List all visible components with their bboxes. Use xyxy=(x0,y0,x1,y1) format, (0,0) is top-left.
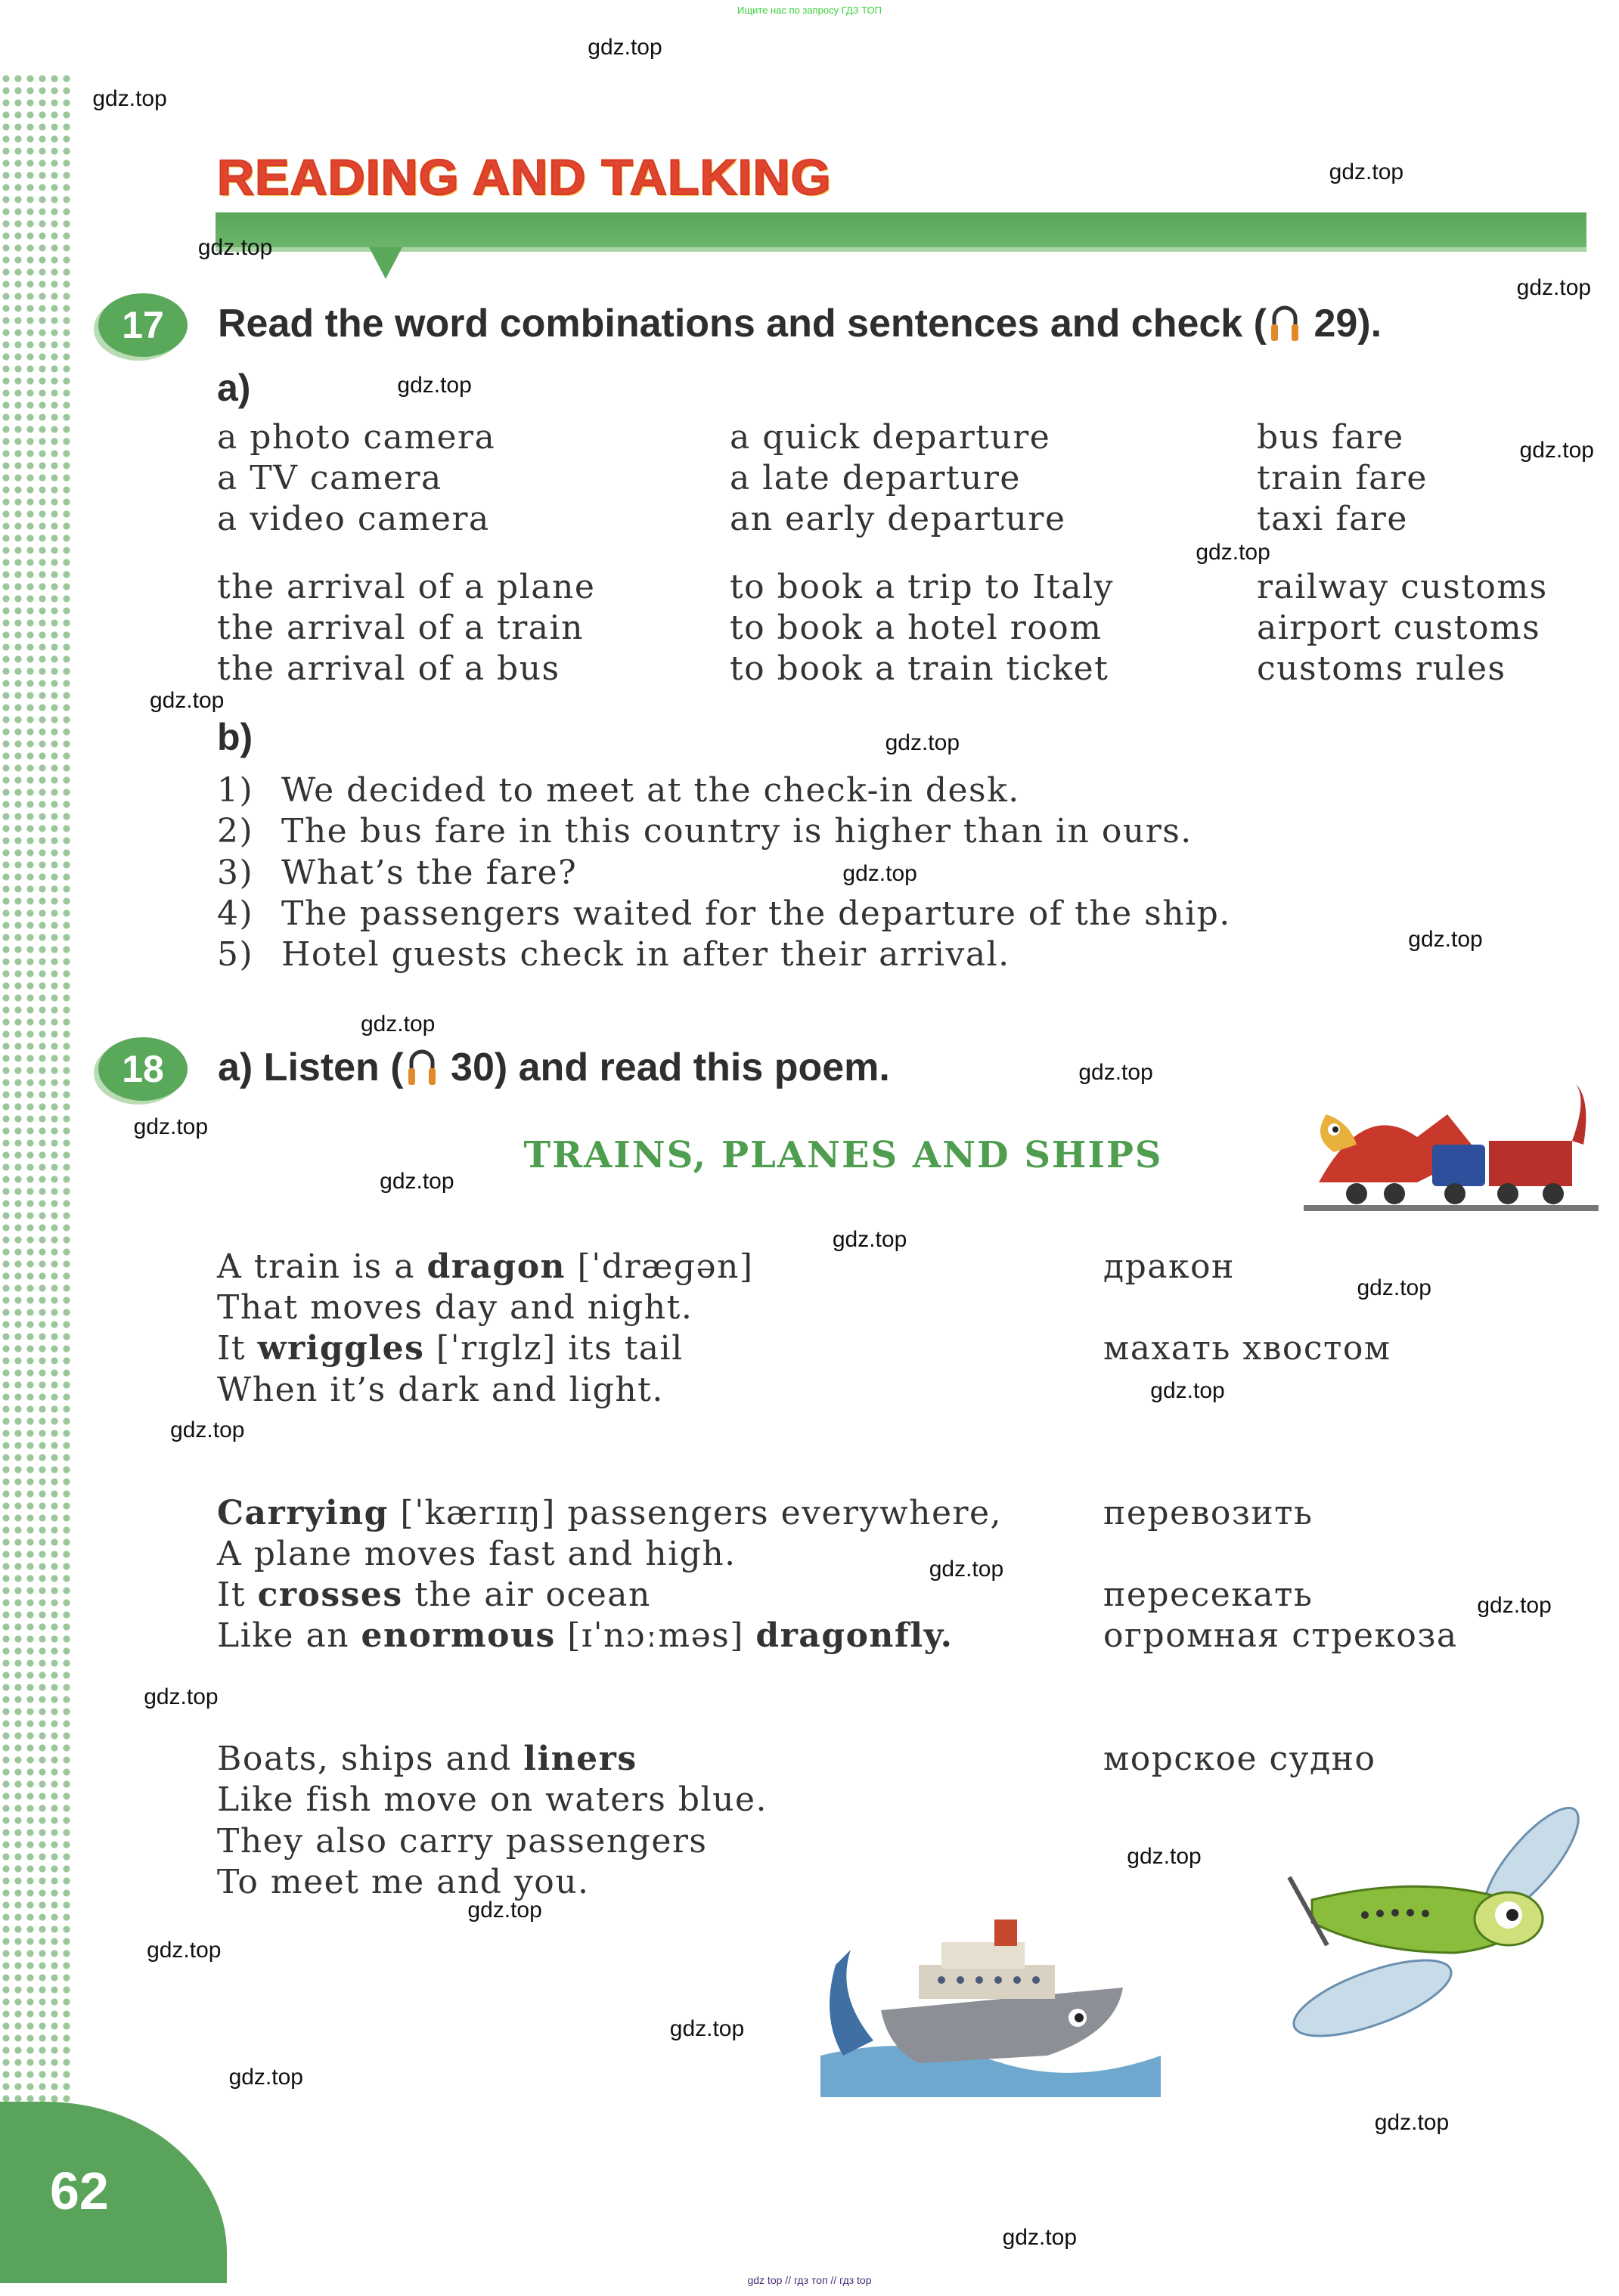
title-underline-bar xyxy=(216,212,1586,252)
poem-text: [ˈdræɡən] xyxy=(566,1247,754,1286)
glossed-word: wriggles xyxy=(257,1329,425,1368)
poem-line xyxy=(217,1535,737,1573)
poem-text: Like fish move on waters blue. xyxy=(217,1780,768,1819)
glossed-word: dragonfly. xyxy=(755,1616,954,1655)
poem-line xyxy=(217,1371,664,1409)
watermark: gdz.top xyxy=(669,2016,745,2042)
heading-text: Read the word combinations and sentences and check ( xyxy=(218,302,1267,345)
headphones-icon[interactable] xyxy=(1270,303,1300,342)
exercise-18-heading xyxy=(218,1045,890,1090)
section-title: READING AND TALKING xyxy=(217,149,832,205)
word-combination: customs rules xyxy=(1257,649,1506,688)
watermark: gdz.top xyxy=(832,1227,907,1253)
glossed-word: liners xyxy=(523,1740,637,1778)
sentence-number: 2) xyxy=(217,812,254,851)
poem-text: [ɪˈnɔːməs] xyxy=(555,1616,756,1655)
ship-illustration xyxy=(820,1904,1161,2097)
poem-line xyxy=(217,1863,590,1901)
poem-text: It xyxy=(217,1576,258,1614)
sentence-text: We decided to meet at the check-in desk. xyxy=(281,771,1020,810)
poem-text: Boats, ships and xyxy=(217,1740,524,1778)
word-combination: the arrival of a bus xyxy=(217,649,560,688)
title-bar-pointer xyxy=(369,247,402,279)
poem-line xyxy=(217,1616,953,1655)
watermark: gdz.top xyxy=(1477,1593,1552,1619)
russian-translation: махать хвостом xyxy=(1103,1329,1391,1368)
word-combination: train fare xyxy=(1257,459,1428,497)
poem-line xyxy=(217,1576,651,1614)
glossed-word: dragon xyxy=(426,1247,566,1286)
watermark: gdz.top xyxy=(1127,1843,1202,1869)
watermark: gdz.top xyxy=(197,235,273,261)
word-combination: an early departure xyxy=(730,500,1066,538)
poem-text: When it’s dark and light. xyxy=(217,1371,664,1409)
russian-translation: дракон xyxy=(1103,1247,1235,1286)
sentence-text: The passengers waited for the departure of the ship. xyxy=(281,894,1231,933)
sentence-number: 5) xyxy=(217,935,254,974)
watermark: gdz.top xyxy=(360,1012,436,1037)
watermark: gdz.top xyxy=(1150,1377,1225,1403)
dragonfly-plane-illustration xyxy=(1282,1794,1614,2055)
watermark: gdz.top xyxy=(1516,274,1592,300)
poem-text: A plane moves fast and high. xyxy=(217,1535,737,1573)
watermark: gdz.top xyxy=(397,373,472,398)
watermark: gdz.top xyxy=(929,1556,1004,1582)
watermark: gdz.top xyxy=(885,730,960,756)
sentence-number: 4) xyxy=(217,894,254,933)
watermark: gdz.top xyxy=(1519,437,1594,463)
sentence-number: 3) xyxy=(217,853,254,892)
exercise-number-17: 17 xyxy=(98,293,188,357)
poem-text: the air ocean xyxy=(402,1576,651,1614)
heading-text: a) Listen ( xyxy=(218,1046,404,1089)
top-banner: Ищите нас по запросу ГДЗ ТОП xyxy=(737,5,882,16)
page-corner-tab xyxy=(0,2102,227,2283)
word-combination: a quick departure xyxy=(730,418,1051,457)
poem-text: Like an xyxy=(217,1616,361,1655)
poem-text: To meet me and you. xyxy=(217,1863,590,1901)
poem-text: A train is a xyxy=(217,1247,427,1286)
exercise-17-heading xyxy=(218,301,1382,346)
word-combination: to book a hotel room xyxy=(730,609,1103,647)
watermark: gdz.top xyxy=(380,1168,454,1194)
glossed-word: Carrying xyxy=(217,1494,389,1532)
watermark: gdz.top xyxy=(1357,1275,1431,1300)
exercise-number-18: 18 xyxy=(98,1037,188,1101)
word-combination: airport customs xyxy=(1257,609,1541,647)
glossed-word: crosses xyxy=(257,1576,403,1614)
word-combination: a late departure xyxy=(730,459,1021,497)
headphones-icon[interactable] xyxy=(407,1047,437,1086)
watermark: gdz.top xyxy=(467,1898,542,1923)
part-a-label: a) xyxy=(217,367,251,409)
poem-title: TRAINS, PLANES AND SHIPS xyxy=(523,1134,1163,1176)
word-combination: the arrival of a train xyxy=(217,609,584,647)
poem-line xyxy=(217,1247,754,1286)
watermark: gdz.top xyxy=(147,1937,222,1963)
poem-text: [ˈrɪɡlz] its tail xyxy=(424,1329,684,1368)
sentence-text: Hotel guests check in after their arrival. xyxy=(281,935,1010,974)
watermark: gdz.top xyxy=(92,85,167,111)
footer-banner: gdz top // гдз топ // гдз top xyxy=(747,2274,872,2286)
word-combination: bus fare xyxy=(1257,418,1404,457)
russian-translation: морское судно xyxy=(1103,1740,1376,1778)
russian-translation: перевозить xyxy=(1103,1494,1313,1532)
russian-translation: пересекать xyxy=(1103,1576,1313,1614)
watermark: gdz.top xyxy=(133,1114,209,1139)
poem-text: They also carry passengers xyxy=(217,1822,708,1861)
poem-line xyxy=(217,1288,693,1327)
poem-line xyxy=(217,1329,684,1368)
watermark: gdz.top xyxy=(228,2065,303,2090)
poem-text: It xyxy=(217,1329,258,1368)
watermark: gdz.top xyxy=(144,1684,219,1709)
train-dragon-illustration xyxy=(1304,1069,1599,1220)
watermark: gdz.top xyxy=(1078,1060,1153,1086)
watermark: gdz.top xyxy=(170,1417,245,1442)
word-combination: a TV camera xyxy=(217,459,442,497)
watermark: gdz.top xyxy=(1002,2224,1078,2250)
word-combination: the arrival of a plane xyxy=(217,568,596,606)
watermark: gdz.top xyxy=(1374,2110,1450,2136)
heading-text-end: 30) and read this poem. xyxy=(439,1046,890,1089)
part-b-label: b) xyxy=(217,716,253,758)
poem-text: [ˈkærɪɪŋ] passengers everywhere, xyxy=(388,1494,1003,1532)
poem-text: That moves day and night. xyxy=(217,1288,693,1327)
sentence-text: The bus fare in this country is higher than in ours. xyxy=(281,812,1193,851)
sentence-text: What’s the fare? xyxy=(281,853,578,892)
watermark: gdz.top xyxy=(588,34,662,60)
poem-line xyxy=(217,1494,1002,1532)
watermark: gdz.top xyxy=(1408,926,1483,952)
word-combination: taxi fare xyxy=(1257,500,1408,538)
word-combination: railway customs xyxy=(1257,568,1548,606)
word-combination: to book a trip to Italy xyxy=(730,568,1114,606)
watermark: gdz.top xyxy=(1196,540,1270,565)
word-combination: a video camera xyxy=(217,500,490,538)
track-number: 29). xyxy=(1303,302,1382,345)
poem-line xyxy=(217,1822,707,1861)
poem-line xyxy=(217,1780,768,1819)
word-combination: a photo camera xyxy=(217,418,496,457)
watermark: gdz.top xyxy=(149,688,225,714)
russian-translation: огромная стрекоза xyxy=(1103,1616,1458,1655)
watermark: gdz.top xyxy=(842,860,917,886)
glossed-word: enormous xyxy=(361,1616,556,1655)
dotted-margin-strip xyxy=(0,73,73,2129)
poem-line xyxy=(217,1740,637,1778)
watermark: gdz.top xyxy=(1329,159,1404,184)
page-number: 62 xyxy=(50,2161,109,2220)
sentence-number: 1) xyxy=(217,771,254,810)
word-combination: to book a train ticket xyxy=(730,649,1109,688)
